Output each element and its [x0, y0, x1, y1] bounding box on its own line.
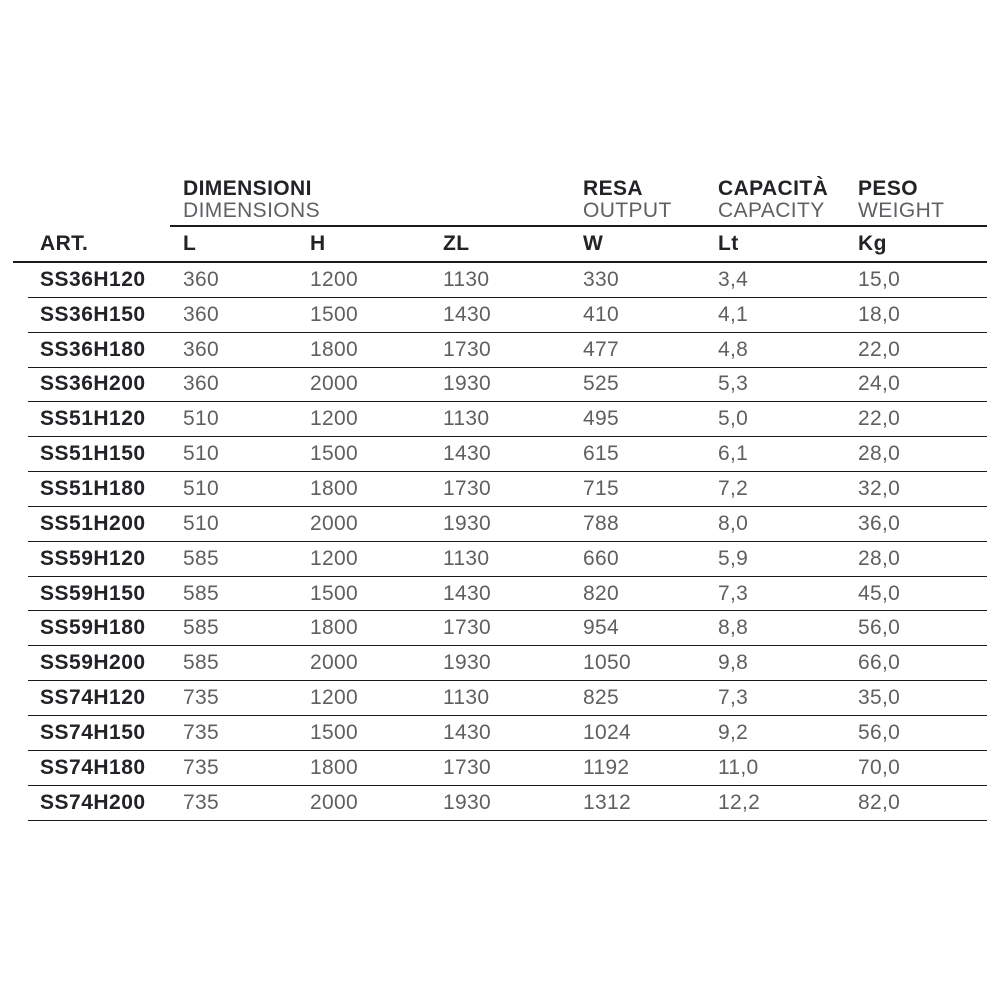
- table-row: [28, 681, 987, 716]
- cell-lt: 5,3: [718, 372, 749, 396]
- cell-zl: 1430: [443, 302, 491, 326]
- cell-kg: 15,0: [858, 267, 901, 291]
- table-row: [28, 786, 987, 821]
- group-capacity-it: CAPACITÀ: [718, 177, 829, 200]
- column-header-w: W: [583, 232, 604, 255]
- cell-l: 360: [183, 337, 219, 361]
- cell-lt: 4,1: [718, 302, 749, 326]
- cell-zl: 1130: [443, 686, 490, 710]
- cell-art: SS59H150: [40, 581, 146, 605]
- cell-w: 330: [583, 267, 619, 291]
- table-row: [28, 333, 987, 368]
- column-header-l: L: [183, 232, 197, 255]
- cell-w: 660: [583, 546, 619, 570]
- cell-h: 1500: [310, 720, 358, 744]
- cell-w: 1024: [583, 720, 631, 744]
- cell-l: 585: [183, 581, 219, 605]
- table-row: [28, 611, 987, 646]
- table-row: [28, 368, 987, 403]
- cell-h: 2000: [310, 790, 358, 814]
- group-weight-it: PESO: [858, 177, 918, 200]
- cell-zl: 1930: [443, 372, 491, 396]
- cell-kg: 36,0: [858, 511, 901, 535]
- cell-l: 510: [183, 407, 219, 431]
- cell-h: 1200: [310, 686, 358, 710]
- column-header-zl: ZL: [443, 232, 470, 255]
- column-header-kg: Kg: [858, 232, 887, 255]
- cell-art: SS36H180: [40, 337, 146, 361]
- group-weight-en: WEIGHT: [858, 199, 945, 222]
- cell-lt: 5,9: [718, 546, 749, 570]
- table-row: [28, 263, 987, 298]
- cell-lt: 7,3: [718, 581, 749, 605]
- cell-w: 820: [583, 581, 619, 605]
- cell-zl: 1430: [443, 442, 491, 466]
- cell-zl: 1130: [443, 546, 490, 570]
- cell-h: 2000: [310, 511, 358, 535]
- cell-lt: 8,0: [718, 511, 749, 535]
- cell-h: 2000: [310, 372, 358, 396]
- cell-h: 1800: [310, 616, 358, 640]
- cell-art: SS51H150: [40, 442, 146, 466]
- cell-lt: 9,2: [718, 720, 749, 744]
- cell-zl: 1130: [443, 267, 490, 291]
- cell-w: 954: [583, 616, 619, 640]
- table-row: [28, 472, 987, 507]
- group-capacity: [705, 178, 845, 225]
- cell-kg: 70,0: [858, 755, 901, 779]
- cell-zl: 1130: [443, 407, 490, 431]
- cell-l: 510: [183, 442, 219, 466]
- cell-w: 788: [583, 511, 619, 535]
- cell-kg: 18,0: [858, 302, 901, 326]
- cell-h: 1200: [310, 546, 358, 570]
- cell-l: 735: [183, 755, 219, 779]
- cell-art: SS36H200: [40, 372, 146, 396]
- cell-lt: 3,4: [718, 267, 749, 291]
- cell-h: 1200: [310, 267, 358, 291]
- cell-w: 525: [583, 372, 619, 396]
- cell-art: SS51H120: [40, 407, 146, 431]
- cell-zl: 1430: [443, 720, 491, 744]
- cell-art: SS59H200: [40, 651, 146, 675]
- cell-l: 585: [183, 651, 219, 675]
- cell-w: 1192: [583, 755, 630, 779]
- cell-art: SS51H180: [40, 476, 146, 500]
- cell-h: 1800: [310, 476, 358, 500]
- cell-h: 1200: [310, 407, 358, 431]
- cell-zl: 1430: [443, 581, 491, 605]
- group-output: [570, 178, 705, 225]
- group-header-row: [13, 178, 987, 225]
- table-row: [28, 298, 987, 333]
- cell-h: 1500: [310, 302, 358, 326]
- cell-art: SS51H200: [40, 511, 146, 535]
- cell-kg: 45,0: [858, 581, 901, 605]
- cell-w: 1312: [583, 790, 631, 814]
- cell-zl: 1730: [443, 476, 491, 500]
- cell-lt: 7,2: [718, 476, 749, 500]
- cell-art: SS74H200: [40, 790, 146, 814]
- spec-table: [13, 178, 987, 821]
- table-row: [28, 507, 987, 542]
- cell-w: 825: [583, 686, 619, 710]
- cell-kg: 66,0: [858, 651, 901, 675]
- cell-zl: 1930: [443, 790, 491, 814]
- cell-lt: 4,8: [718, 337, 749, 361]
- cell-w: 410: [583, 302, 619, 326]
- cell-l: 585: [183, 616, 219, 640]
- cell-art: SS74H180: [40, 755, 146, 779]
- group-output-it: RESA: [583, 177, 643, 200]
- table-row: [28, 402, 987, 437]
- cell-w: 615: [583, 442, 619, 466]
- cell-l: 510: [183, 476, 219, 500]
- group-spacer: [13, 222, 170, 225]
- cell-art: SS36H120: [40, 267, 146, 291]
- table-body: [13, 263, 987, 821]
- table-row: [28, 751, 987, 786]
- cell-l: 360: [183, 267, 219, 291]
- cell-h: 1500: [310, 442, 358, 466]
- cell-lt: 12,2: [718, 790, 761, 814]
- cell-w: 495: [583, 407, 619, 431]
- table-row: [28, 646, 987, 681]
- cell-l: 510: [183, 511, 219, 535]
- cell-l: 735: [183, 686, 219, 710]
- cell-art: SS59H180: [40, 616, 146, 640]
- cell-zl: 1730: [443, 755, 491, 779]
- cell-kg: 56,0: [858, 616, 901, 640]
- column-header-art: ART.: [40, 232, 89, 255]
- cell-l: 735: [183, 720, 219, 744]
- cell-kg: 35,0: [858, 686, 901, 710]
- cell-art: SS74H150: [40, 720, 146, 744]
- column-header-h: H: [310, 232, 326, 255]
- cell-kg: 56,0: [858, 720, 901, 744]
- cell-lt: 5,0: [718, 407, 749, 431]
- cell-zl: 1930: [443, 651, 491, 675]
- column-header-row: [13, 227, 987, 263]
- group-capacity-en: CAPACITY: [718, 199, 825, 222]
- table-row: [28, 437, 987, 472]
- cell-zl: 1730: [443, 616, 491, 640]
- cell-lt: 11,0: [718, 755, 759, 779]
- cell-zl: 1730: [443, 337, 491, 361]
- cell-kg: 82,0: [858, 790, 901, 814]
- group-output-en: OUTPUT: [583, 199, 672, 222]
- cell-h: 1800: [310, 337, 358, 361]
- cell-l: 360: [183, 302, 219, 326]
- cell-w: 715: [583, 476, 619, 500]
- table-row: [28, 716, 987, 751]
- group-dimensions-en: DIMENSIONS: [183, 199, 321, 222]
- cell-l: 735: [183, 790, 219, 814]
- cell-w: 477: [583, 337, 619, 361]
- cell-lt: 7,3: [718, 686, 749, 710]
- cell-kg: 28,0: [858, 442, 901, 466]
- cell-kg: 22,0: [858, 407, 901, 431]
- group-dimensions-it: DIMENSIONI: [183, 177, 312, 200]
- cell-l: 585: [183, 546, 219, 570]
- group-weight: [845, 178, 987, 225]
- column-header-lt: Lt: [718, 232, 739, 255]
- cell-art: SS74H120: [40, 686, 146, 710]
- cell-h: 1800: [310, 755, 358, 779]
- cell-art: SS36H150: [40, 302, 146, 326]
- cell-lt: 9,8: [718, 651, 749, 675]
- cell-h: 2000: [310, 651, 358, 675]
- cell-l: 360: [183, 372, 219, 396]
- cell-kg: 28,0: [858, 546, 901, 570]
- group-dimensions: [170, 178, 570, 225]
- cell-art: SS59H120: [40, 546, 146, 570]
- cell-lt: 8,8: [718, 616, 749, 640]
- table-row: [28, 577, 987, 612]
- cell-w: 1050: [583, 651, 631, 675]
- cell-kg: 22,0: [858, 337, 901, 361]
- cell-h: 1500: [310, 581, 358, 605]
- table-row: [28, 542, 987, 577]
- cell-kg: 32,0: [858, 476, 901, 500]
- cell-lt: 6,1: [718, 442, 749, 466]
- cell-zl: 1930: [443, 511, 491, 535]
- cell-kg: 24,0: [858, 372, 901, 396]
